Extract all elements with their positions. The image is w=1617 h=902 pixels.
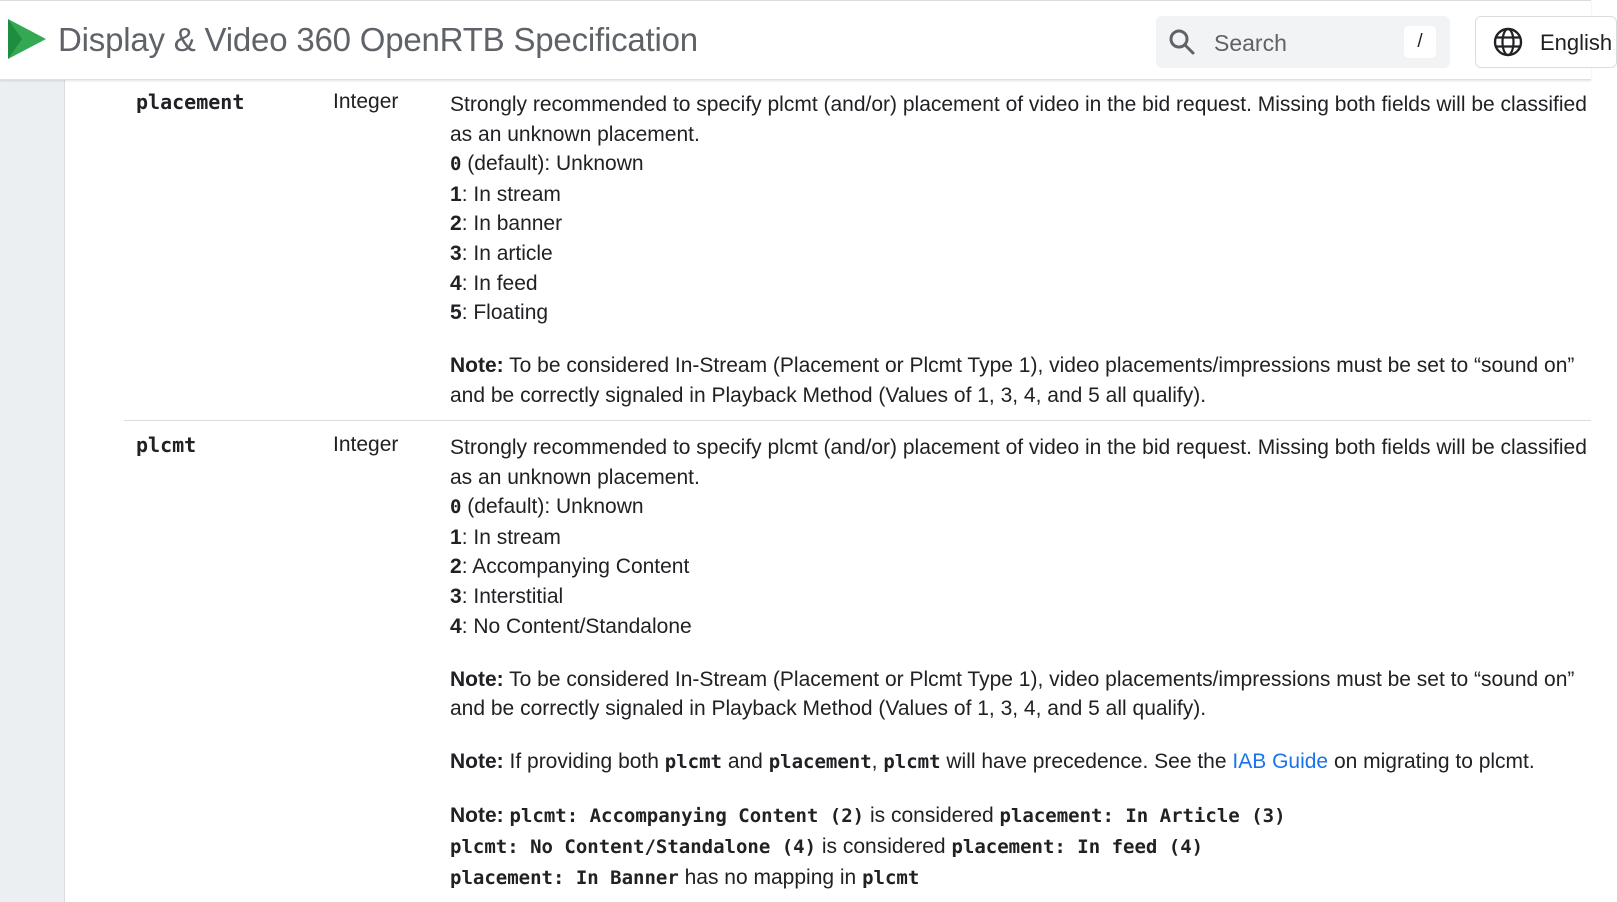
- enum-value: 2: Accompanying Content: [450, 555, 690, 579]
- search-placeholder[interactable]: Search: [1214, 30, 1287, 56]
- field-name: placement: [136, 90, 245, 114]
- field-type: Integer: [333, 90, 399, 113]
- note-mapping: Note: plcmt: Accompanying Content (2) is considered placement: In Article (3): [450, 804, 1286, 828]
- enum-value: 2: In banner: [450, 212, 563, 236]
- site-title[interactable]: Display & Video 360 OpenRTB Specification: [58, 21, 698, 58]
- enum-value: 3: In article: [450, 241, 553, 265]
- field-name: plcmt: [136, 433, 197, 457]
- enum-value: 0 (default): Unknown: [450, 495, 644, 519]
- table-row: [124, 78, 1591, 421]
- note-mapping-line: plcmt: No Content/Standalone (4) is considered placement: In feed (4): [450, 835, 1204, 859]
- enum-value: 0 (default): Unknown: [450, 152, 644, 176]
- table-row: [124, 421, 1591, 902]
- field-description: [450, 433, 1590, 893]
- description-intro: Strongly recommended to specify plcmt (and/or) placement of video in the bid request. Missing both fields will be classified as an unknown placement.: [450, 93, 1587, 146]
- enum-value: 1: In stream: [450, 525, 561, 549]
- enum-value: 4: No Content/Standalone: [450, 614, 692, 638]
- search-shortcut-key: /: [1404, 26, 1436, 58]
- enum-value: 3: Interstitial: [450, 584, 564, 608]
- note-mapping-line: placement: In Banner has no mapping in plcmt: [450, 865, 920, 889]
- enum-value: 4: In feed: [450, 271, 538, 295]
- globe-icon: [1493, 27, 1523, 57]
- language-label: English: [1540, 30, 1613, 55]
- search-icon: [1168, 28, 1196, 56]
- left-sidebar: [0, 78, 65, 902]
- field-description: [450, 90, 1590, 410]
- note-precedence: Note: If providing both plcmt and placement, plcmt will have precedence. See the IAB Guide on migrating to plcmt.: [450, 750, 1535, 774]
- top-header: [0, 0, 1613, 80]
- note-in-stream: Note: To be considered In-Stream (Placement or Plcmt Type 1), video placements/impressions must be set to “sound on” and be correctly signaled in Playback Method (Values of 1, 3, 4, and 5 all qualify).: [450, 667, 1575, 721]
- dv360-logo-icon[interactable]: [4, 17, 48, 61]
- field-type: Integer: [333, 433, 399, 456]
- description-intro: Strongly recommended to specify plcmt (and/or) placement of video in the bid request. Missing both fields will be classified as an unknown placement.: [450, 436, 1587, 489]
- enum-value: 5: Floating: [450, 301, 549, 325]
- note-in-stream: Note: To be considered In-Stream (Placement or Plcmt Type 1), video placements/impressions must be set to “sound on” and be correctly signaled in Playback Method (Values of 1, 3, 4, and 5 all qualify).: [450, 354, 1575, 407]
- search-box[interactable]: [1156, 16, 1450, 68]
- iab-guide-link[interactable]: IAB Guide: [1232, 750, 1329, 774]
- language-selector[interactable]: [1475, 16, 1617, 68]
- enum-value: 1: In stream: [450, 182, 561, 206]
